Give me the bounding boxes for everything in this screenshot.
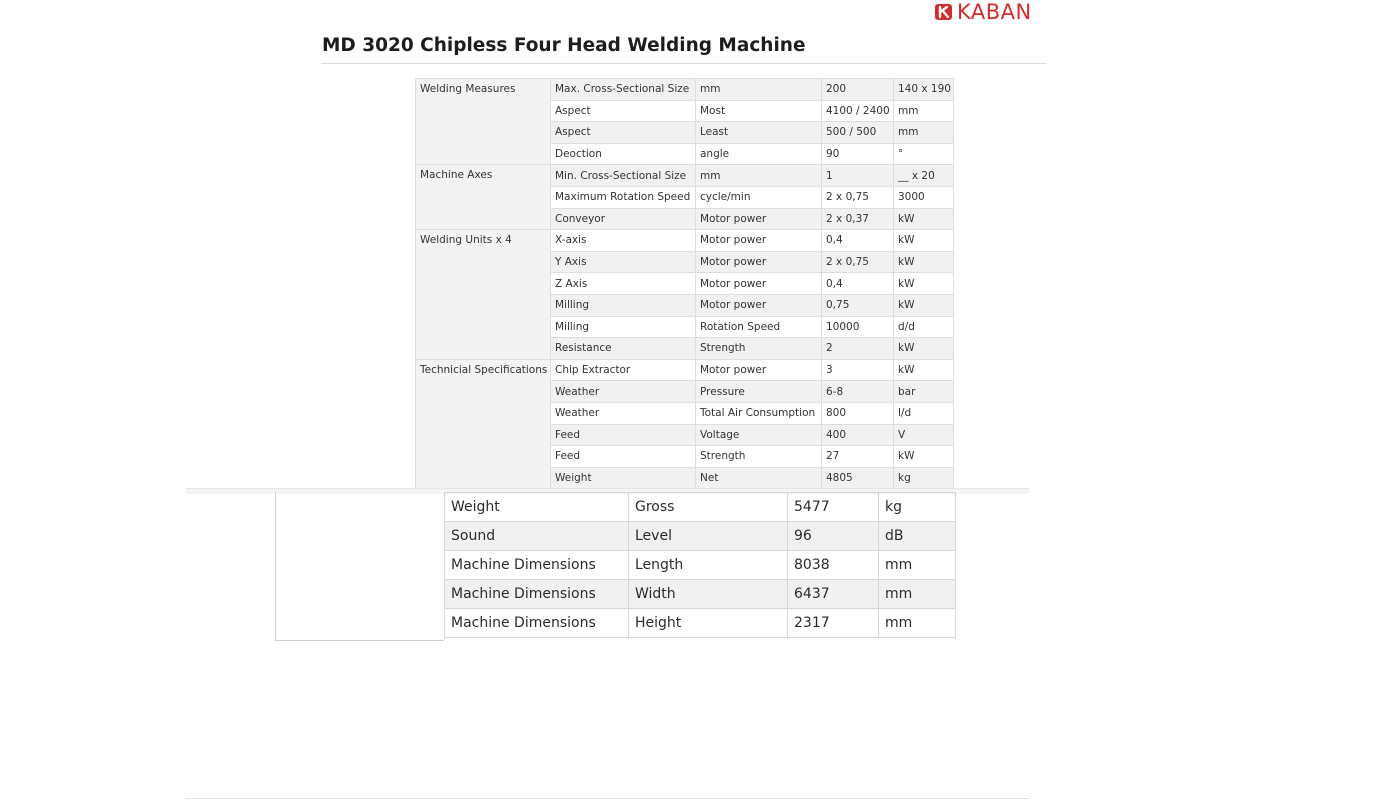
kaban-logo-icon: [934, 2, 954, 22]
table-cell: Least: [696, 122, 822, 144]
table-cell: 3: [822, 359, 894, 381]
table-cell: Resistance: [551, 338, 696, 360]
table-cell: Motor power: [696, 251, 822, 273]
group-label: Technicial Specifications: [416, 359, 551, 489]
continued-group-cell: [275, 492, 444, 641]
table-cell: 0,4: [822, 230, 894, 252]
spec-table: [415, 78, 954, 489]
table-cell: mm: [879, 551, 956, 580]
table-cell: 96: [788, 522, 879, 551]
table-cell: Strength: [696, 338, 822, 360]
table-cell: 27: [822, 446, 894, 468]
table-cell: Motor power: [696, 359, 822, 381]
table-cell: mm: [879, 580, 956, 609]
table-cell: Pressure: [696, 381, 822, 403]
table-cell: kg: [894, 467, 954, 489]
table-cell: Aspect: [551, 122, 696, 144]
table-cell: 2 x 0,37: [822, 208, 894, 230]
table-cell: 400: [822, 424, 894, 446]
table-cell: Height: [629, 609, 788, 638]
table-cell: mm: [894, 100, 954, 122]
table-cell: Milling: [551, 316, 696, 338]
table-cell: Rotation Speed: [696, 316, 822, 338]
table-cell: Min. Cross-Sectional Size: [551, 165, 696, 187]
table-cell: Motor power: [696, 294, 822, 316]
table-cell: Weather: [551, 381, 696, 403]
table-cell: Machine Dimensions: [445, 609, 629, 638]
table-cell: Weight: [445, 493, 629, 522]
table-row: [445, 609, 956, 638]
table-cell: dB: [879, 522, 956, 551]
table-cell: 2: [822, 338, 894, 360]
table-cell: Length: [629, 551, 788, 580]
table-cell: 200: [822, 79, 894, 101]
table-row: [416, 359, 954, 381]
table-cell: kW: [894, 230, 954, 252]
table-cell: mm: [879, 609, 956, 638]
table-cell: mm: [894, 122, 954, 144]
table-cell: Chip Extractor: [551, 359, 696, 381]
table-cell: Aspect: [551, 100, 696, 122]
table-cell: 4805: [822, 467, 894, 489]
table-cell: 500 / 500: [822, 122, 894, 144]
table-cell: 0,75: [822, 294, 894, 316]
table-row: [416, 79, 954, 101]
table-cell: 10000: [822, 316, 894, 338]
table-cell: cycle/min: [696, 186, 822, 208]
table-cell: Level: [629, 522, 788, 551]
table-cell: kW: [894, 294, 954, 316]
table-cell: 0,4: [822, 273, 894, 295]
table-row: [416, 230, 954, 252]
table-row: [416, 165, 954, 187]
table-cell: 8038: [788, 551, 879, 580]
table-cell: kW: [894, 273, 954, 295]
table-cell: 140 x 190: [894, 79, 954, 101]
table-cell: l/d: [894, 402, 954, 424]
table-cell: 2 x 0,75: [822, 251, 894, 273]
table-cell: kg: [879, 493, 956, 522]
table-cell: Machine Dimensions: [445, 551, 629, 580]
table-cell: Motor power: [696, 230, 822, 252]
table-cell: Milling: [551, 294, 696, 316]
table-cell: Feed: [551, 446, 696, 468]
table-cell: Net: [696, 467, 822, 489]
table-cell: Weather: [551, 402, 696, 424]
table-row: [445, 493, 956, 522]
group-label: Welding Units x 4: [416, 230, 551, 360]
table-cell: Y Axis: [551, 251, 696, 273]
spec-table-continued: [444, 492, 956, 638]
brand-logo: [934, 1, 1032, 23]
table-cell: kW: [894, 251, 954, 273]
table-cell: Sound: [445, 522, 629, 551]
table-cell: Motor power: [696, 208, 822, 230]
table-cell: __ x 20: [894, 165, 954, 187]
table-cell: kW: [894, 446, 954, 468]
table-cell: kW: [894, 359, 954, 381]
logo-text: KABAN: [957, 0, 1032, 24]
bottom-divider: [186, 798, 1029, 799]
table-cell: mm: [696, 79, 822, 101]
table-cell: Max. Cross-Sectional Size: [551, 79, 696, 101]
table-cell: 2 x 0,75: [822, 186, 894, 208]
table-cell: Deoction: [551, 143, 696, 165]
table-cell: Gross: [629, 493, 788, 522]
table-row: [445, 580, 956, 609]
table-cell: °: [894, 143, 954, 165]
table-cell: Maximum Rotation Speed: [551, 186, 696, 208]
table-cell: Total Air Consumption: [696, 402, 822, 424]
table-cell: Voltage: [696, 424, 822, 446]
table-cell: 90: [822, 143, 894, 165]
table-cell: kW: [894, 338, 954, 360]
table-cell: 3000: [894, 186, 954, 208]
table-row: [445, 522, 956, 551]
table-cell: Most: [696, 100, 822, 122]
title-divider: [321, 63, 1046, 64]
table-cell: mm: [696, 165, 822, 187]
table-cell: X-axis: [551, 230, 696, 252]
table-cell: Width: [629, 580, 788, 609]
table-cell: d/d: [894, 316, 954, 338]
table-cell: Feed: [551, 424, 696, 446]
page-title: MD 3020 Chipless Four Head Welding Machine: [322, 35, 806, 56]
table-cell: angle: [696, 143, 822, 165]
table-cell: 800: [822, 402, 894, 424]
table-cell: 2317: [788, 609, 879, 638]
table-cell: V: [894, 424, 954, 446]
table-cell: Motor power: [696, 273, 822, 295]
group-label: Welding Measures: [416, 79, 551, 165]
table-cell: 4100 / 2400: [822, 100, 894, 122]
table-row: [445, 551, 956, 580]
group-label: Machine Axes: [416, 165, 551, 230]
table-cell: Strength: [696, 446, 822, 468]
table-cell: bar: [894, 381, 954, 403]
table-cell: 6-8: [822, 381, 894, 403]
table-cell: kW: [894, 208, 954, 230]
table-cell: 1: [822, 165, 894, 187]
table-cell: Conveyor: [551, 208, 696, 230]
table-cell: Z Axis: [551, 273, 696, 295]
table-cell: Weight: [551, 467, 696, 489]
table-cell: 5477: [788, 493, 879, 522]
table-cell: Machine Dimensions: [445, 580, 629, 609]
table-cell: 6437: [788, 580, 879, 609]
